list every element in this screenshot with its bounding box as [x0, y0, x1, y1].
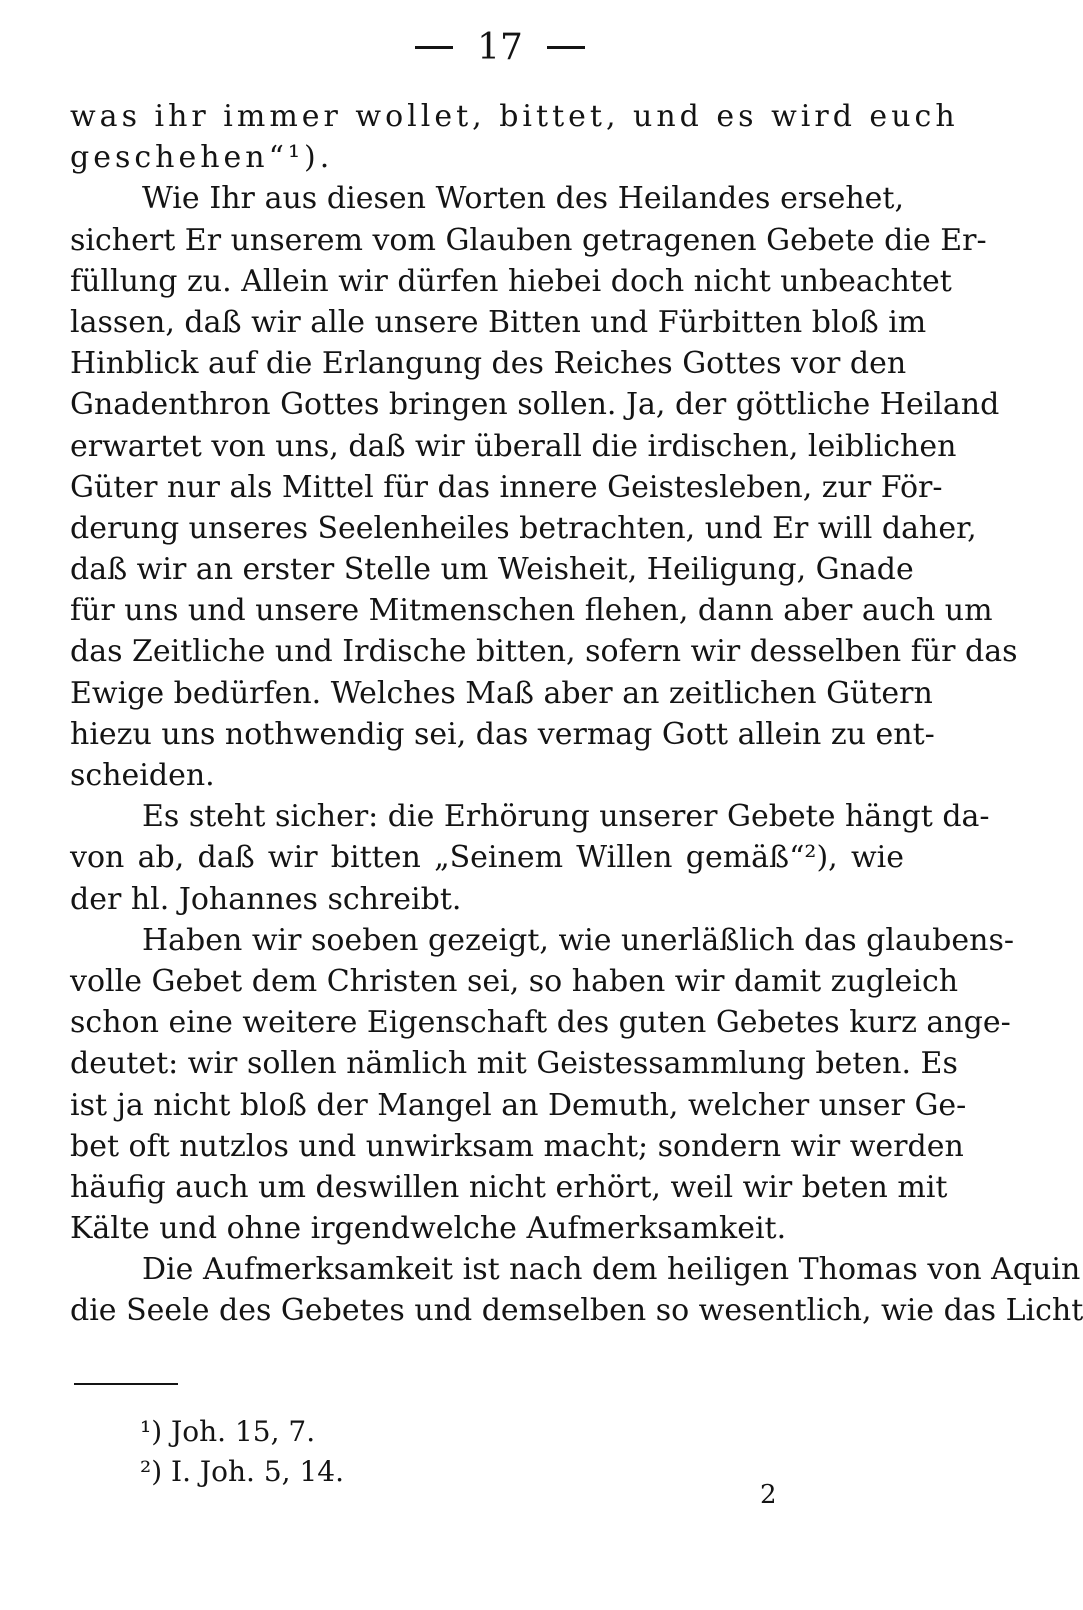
text-line: das Zeitliche und Irdische bitten, sofern wir desselben für das: [70, 634, 1018, 670]
text-line: schon eine weitere Eigenschaft des guten Gebetes kurz ange-: [70, 1005, 1011, 1041]
text-line: Hinblick auf die Erlangung des Reiches Gottes vor den: [70, 346, 907, 382]
text-line: daß wir an erster Stelle um Weisheit, Heiligung, Gnade: [70, 552, 914, 588]
text-line: Haben wir soeben gezeigt, wie unerläßlich das glaubens-: [142, 922, 1014, 958]
text-line: was ihr immer wollet, bittet, und es wird euch: [70, 99, 959, 134]
text-line: scheiden.: [70, 758, 215, 793]
text-line: Ewige bedürfen. Welches Maß aber an zeitlichen Gütern: [70, 675, 933, 711]
text-line: Gnadenthron Gottes bringen sollen. Ja, der göttliche Heiland: [70, 387, 1000, 423]
body-text: [70, 96, 1083, 1332]
text-line: von ab, daß wir bitten „Seinem Willen gemäß“²), wie: [70, 840, 904, 876]
text-line: der hl. Johannes schreibt.: [70, 881, 462, 917]
text-line: Güter nur als Mittel für das innere Geistesleben, zur För-: [70, 469, 943, 505]
signature-mark: 2: [760, 1480, 777, 1510]
text-line: für uns und unsere Mitmenschen flehen, dann aber auch um: [70, 593, 993, 629]
text-line: sichert Er unserem vom Glauben getragenen Gebete die Er-: [70, 222, 987, 258]
text-line: volle Gebet dem Christen sei, so haben wir damit zugleich: [70, 963, 959, 999]
text-line: Es steht sicher: die Erhörung unserer Gebete hängt da-: [142, 799, 990, 835]
text-line: geschehen“¹).: [70, 140, 334, 176]
text-line: hiezu uns nothwendig sei, das vermag Gott allein zu ent-: [70, 716, 935, 752]
page-number: 17: [477, 26, 523, 68]
text-line: füllung zu. Allein wir dürfen hiebei doch nicht unbeachtet: [70, 263, 952, 299]
text-line: lassen, daß wir alle unsere Bitten und Fürbitten bloß im: [70, 304, 927, 340]
footnote: ¹) Joh. 15, 7.: [140, 1415, 316, 1448]
footnotes: [140, 1412, 344, 1492]
page-header: [0, 22, 1000, 72]
header-dash-right: [547, 46, 585, 49]
text-line: derung unseres Seelenheiles betrachten, und Er will daher,: [70, 510, 977, 546]
text-line: Die Aufmerksamkeit ist nach dem heiligen Thomas von Aquin: [142, 1252, 1081, 1288]
text-line: erwartet von uns, daß wir überall die irdischen, leiblichen: [70, 428, 957, 464]
footnote: ²) I. Joh. 5, 14.: [140, 1455, 344, 1488]
footnote-divider: [74, 1383, 178, 1385]
text-line: die Seele des Gebetes und demselben so wesentlich, wie das Licht: [70, 1293, 1083, 1329]
header-dash-left: [415, 46, 453, 49]
text-line: häufig auch um deswillen nicht erhört, weil wir beten mit: [70, 1169, 948, 1205]
text-line: Wie Ihr aus diesen Worten des Heilandes ersehet,: [142, 181, 904, 217]
text-line: Kälte und ohne irgendwelche Aufmerksamkeit.: [70, 1211, 787, 1247]
text-line: bet oft nutzlos und unwirksam macht; sondern wir werden: [70, 1128, 964, 1164]
text-line: ist ja nicht bloß der Mangel an Demuth, welcher unser Ge-: [70, 1087, 967, 1123]
text-line: deutet: wir sollen nämlich mit Geistessammlung beten. Es: [70, 1046, 958, 1082]
